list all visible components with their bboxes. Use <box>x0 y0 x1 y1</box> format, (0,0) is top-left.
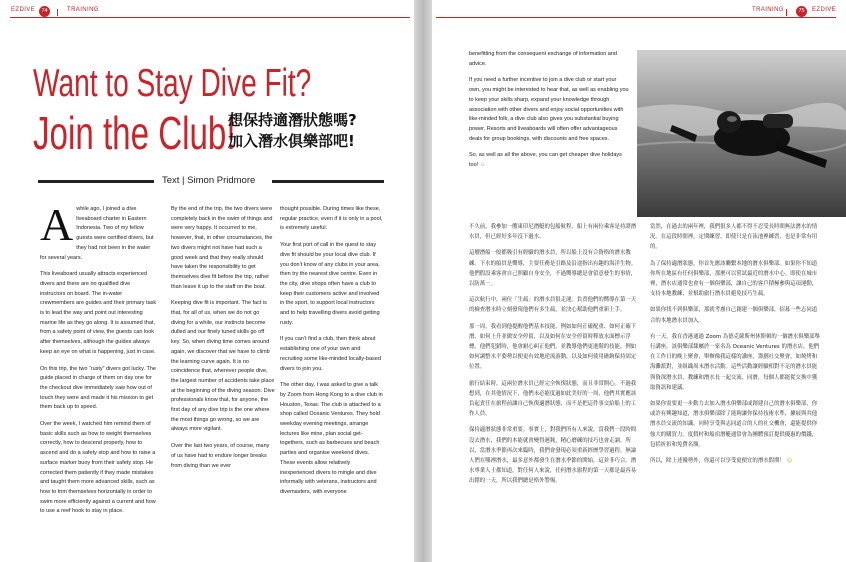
chinese-column-1 <box>469 222 639 493</box>
paragraph: Keeping dive fit is important. The fact is that, for all of us, when we do not go diving for a while, our instincts become dulled and our finely tuned skills go off key. So, when diving time comes around again, we discover that we have to climb the learning curve again. It is no coincidence that, wherever people dive, the largest number of accidents take place at the beginning of the diving season. Dive professionals know that, for anyone, the first day of any dive trip is the one where the most things go wrong, so we are always more vigilant. <box>171 300 275 433</box>
paragraph: 不久前，我參加一艘東印尼潛艇的包船航程，船上有兩位乘客是持證潛水員，但已經好多年沒下過水。 <box>469 224 637 241</box>
section-label: TRAINING <box>752 7 784 13</box>
paragraph: The other day, I was asked to give a talk by Zoom from Hong Kong to a dive club in Houston, Texas. The club is attached to a shop called Oceanic Ventures. They hold weekday evening meetings, arrange lectures like mine, plan social get-togethers, such as barbecues and beach parties and organise weekend dives. These events allow relatively inexperienced divers to mingle and dive informally with veterans, instructors and divemasters, with everyone <box>280 382 383 495</box>
title-chinese-line-1: 想保持適潛狀態嗎? <box>228 111 357 129</box>
magazine-brand: EZDIVE <box>812 7 837 13</box>
left-page <box>0 0 414 562</box>
page-gutter <box>414 0 432 562</box>
byline: Text | Simon Pridmore <box>162 175 256 186</box>
smiley-icon: ☺ <box>786 458 793 465</box>
paragraph: 保持適潛狀態非常重要。事實上，對我們所有人來說，當我們一段時間沒去潛水，我們的本能就會變得遲鈍，精心磨練的技巧也會走調。所以，當潛水季節再次來臨時，我們會發現必須重新經歷學習過程。無論人們在哪裡潛水，最多意外都發生在潛水季節的開始，這並非巧合。潛水專業人士都知道，對任何人來說，任何潛水旅程的第一天都是最容易出錯的一天，所以我們總是格外警惕。 <box>469 427 637 485</box>
paragraph: 有一天，我在香港通過 Zoom 為德克薩斯州休斯頓的一個潛水俱樂部舉行講座。該俱樂部隸屬於一家名為 Oceanic Ventures 的潛水店。他們在工作日的晚上聚會，舉辦像我這樣的講座，籌劃社交聚會，如燒烤和海灘派對，並組織周末潛水活動。這些活動讓經驗相對不足的潛水員能與資深潛水員、教練和潛水長一起交流、同潛，每個人都能從交換中獲取資訊和建議。 <box>650 333 820 391</box>
page-number-badge: 75 <box>796 6 807 17</box>
article-column-3 <box>280 205 384 505</box>
paragraph-text: 所以，除上述優勢外，你還可以享受更便宜的潛水假期！ <box>650 458 785 465</box>
paragraph <box>40 199 157 263</box>
smiley-icon: ☺ <box>479 162 486 169</box>
paragraph: 為了保持適潛狀態，你首先應該聯繫本地的潛水俱樂部。如果你不知道你所在地區有任何俱樂部，那麼可以嘗試最近的潛水中心。即使在城市裡，潛水店通常也會有一個俱樂部，讓自己的客戶積極參與這項運動，支持本地教練，並幫助旅行潛水員避免技巧生疏。 <box>650 260 818 298</box>
article-column-1 <box>40 199 157 524</box>
paragraph: 當然，在過去的兩年裡，我們很多人都不得不忍受長時間無法潛水的情況。在這段時間裡，定期練習，即使只是在泳池裡練習，也是非常有用的。 <box>650 224 818 251</box>
paragraph: 如果你需要更一步動力去加入潛水俱樂部或創建自己的潛水俱樂部，你或許有興趣知道，潛水俱樂部除了能夠讓你保持技術水準，擴展與其他潛水員交流的知識，同時享受與志同道合的人的社交機會，還能提供你強大的購買力。度假村和船宿潛艇通常會為團體預訂提供優惠的價錢，包括折扣和免費名額。 <box>650 401 818 448</box>
chinese-column-2 <box>650 222 820 472</box>
article-column-2 <box>171 205 275 478</box>
paragraph: Your first port of call in the quest to stay dive fit should be your local dive club. If you don’t know of any clubs in your area, then try the nearest dive centre. Even in the city, dive shops often have a club to keep their customers active and involved in the sport, to support local instructors and to help travelling divers avoid getting rusty. <box>280 242 380 326</box>
title-line-1: Want to Stay Dive Fit? <box>33 62 312 105</box>
paragraph: 這艘潛船一般都吸引有經驗的潛水員，所以船上沒有合資格的潛水教練。下水的船員是嚮導，主要任務是引路及沿途指出有趣的海洋生物。他們假設乘客會自己照顧自身安全，不過嚮導總是會留意發生的事情，以防萬一。 <box>469 250 637 288</box>
paragraph <box>469 151 629 170</box>
section-label: TRAINING <box>67 7 99 13</box>
paragraph: Over the last two years, of course, many of us have had to endure longer breaks from diving than we ever <box>171 443 270 469</box>
paragraph: 如果你找不到俱樂部，那就考慮自己創建一個俱樂部，招募一些志同道合的本地潛水員加入。 <box>650 307 818 324</box>
magazine-brand: EZDIVE <box>11 7 36 13</box>
paragraph: This liveaboard usually attracts experienced divers and there are no qualified dive instructors on board. The in-water crewmembers are guides and their primary task is to lead the way and point out interesting marine life as they go along. It is assumed that, from a safety point of view, the guests can look after themselves, although the guides always keep an eye on what is happening, just in case. <box>40 271 157 355</box>
paragraph: 那一周，我看到他提醒他們基本技能，例如如何正確配重、如何正確下潛、如何上升並做安全停留，以及如何在安全停留時釋放水面標示浮標。他們犯錯時，他會耐心糾正他們，並教導他們更進階的技能，例如如何調整水平姿勢以便更有效地逆流游動，以及如何使用礁鉤保持固定位置。 <box>469 323 637 371</box>
byline-bar-left <box>38 180 154 183</box>
paragraph: If you need a further incentive to join a dive club or start your own, you might be interested to hear that, as well as enabling you to keep your skills sharp, expand your knowledge through association with other divers and enjoy social opportunities with like-minded folk, a dive club also gives you substantial buying power. Resorts and liveaboards will often offer advantageous deals for group bookings, with discounts and free spaces. <box>469 77 629 142</box>
paragraph: On this trip, the two “rusty” divers got lucky. The guide placed in charge of them on day one for the checkout dive immediately saw how out of touch they were and made it his mission to get them back up to speed. <box>40 365 156 411</box>
right-page <box>432 0 846 562</box>
paragraph: 旅行結束時，這兩位潛水員已經完全恢復狀態，而且非常開心。不過我想到，在其他情況下，他們未必能度過如此美好的一周，他們其實應該負起責任在旅程前讓自己恢復適潛狀態，而不是把這件事交給船上的工作人員。 <box>469 380 637 418</box>
paragraph: benefitting from the consequent exchange of information and advice. <box>469 51 617 67</box>
paragraph <box>650 456 820 466</box>
title-chinese-line-2: 加入潛水俱樂部吧! <box>228 132 355 150</box>
header-rule <box>10 17 410 18</box>
paragraph: 這次航行中，兩位「生疏」的潛水員很走運。負責他們的嚮導在第一天的檢查潛水時立刻發現他們有多生疏，並決心幫助他們重新上手。 <box>469 297 637 314</box>
paragraph-text: So, as well as all the above, you can get cheaper dive holidays too! <box>469 152 622 169</box>
paragraph: If you can’t find a club, then think about establishing one of your own and recruiting some like-minded locally-based divers to join you. <box>280 336 381 372</box>
header-separator <box>57 9 58 16</box>
paragraph-text: while ago, I joined a dive liveaboard charter in Eastern Indonesia. Two of my fellow guests were certified divers, but they had not been in the water for several years. <box>40 206 154 261</box>
title-line-2: Join the Club! <box>33 107 236 159</box>
paragraph: By the end of the trip, the two divers were completely back in the swim of things and were very happy. It occurred to me, however, that, in other circumstances, the two divers might not have had such a good week and that they really should have taken the responsibility to get themselves dive fit before the trip, rather than leave it up to the staff on the boat. <box>171 206 273 290</box>
diver-photo <box>637 50 846 217</box>
article-column-english-continued <box>469 50 629 178</box>
page-number-badge: 74 <box>39 6 50 17</box>
drop-cap: A <box>40 199 74 250</box>
header-separator <box>786 9 787 16</box>
paragraph: Over the week, I watched him remind them of basic skills such as how to weight themselves correctly, how to descend properly, how to ascend and do a safety stop and how to raise a surface marker buoy from their safety stop. He corrected them patiently if they made mistakes and taught them more advanced skills, such as how to trim themselves horizontally in order to swim more efficiently against a current and how to use a reef hook to stay in place. <box>40 421 156 515</box>
header-rule <box>436 17 836 18</box>
byline-bar-right <box>272 180 384 183</box>
paragraph: thought possible. During times like these, regular practice, even if it is only in a pool, is extremely useful. <box>280 206 383 232</box>
